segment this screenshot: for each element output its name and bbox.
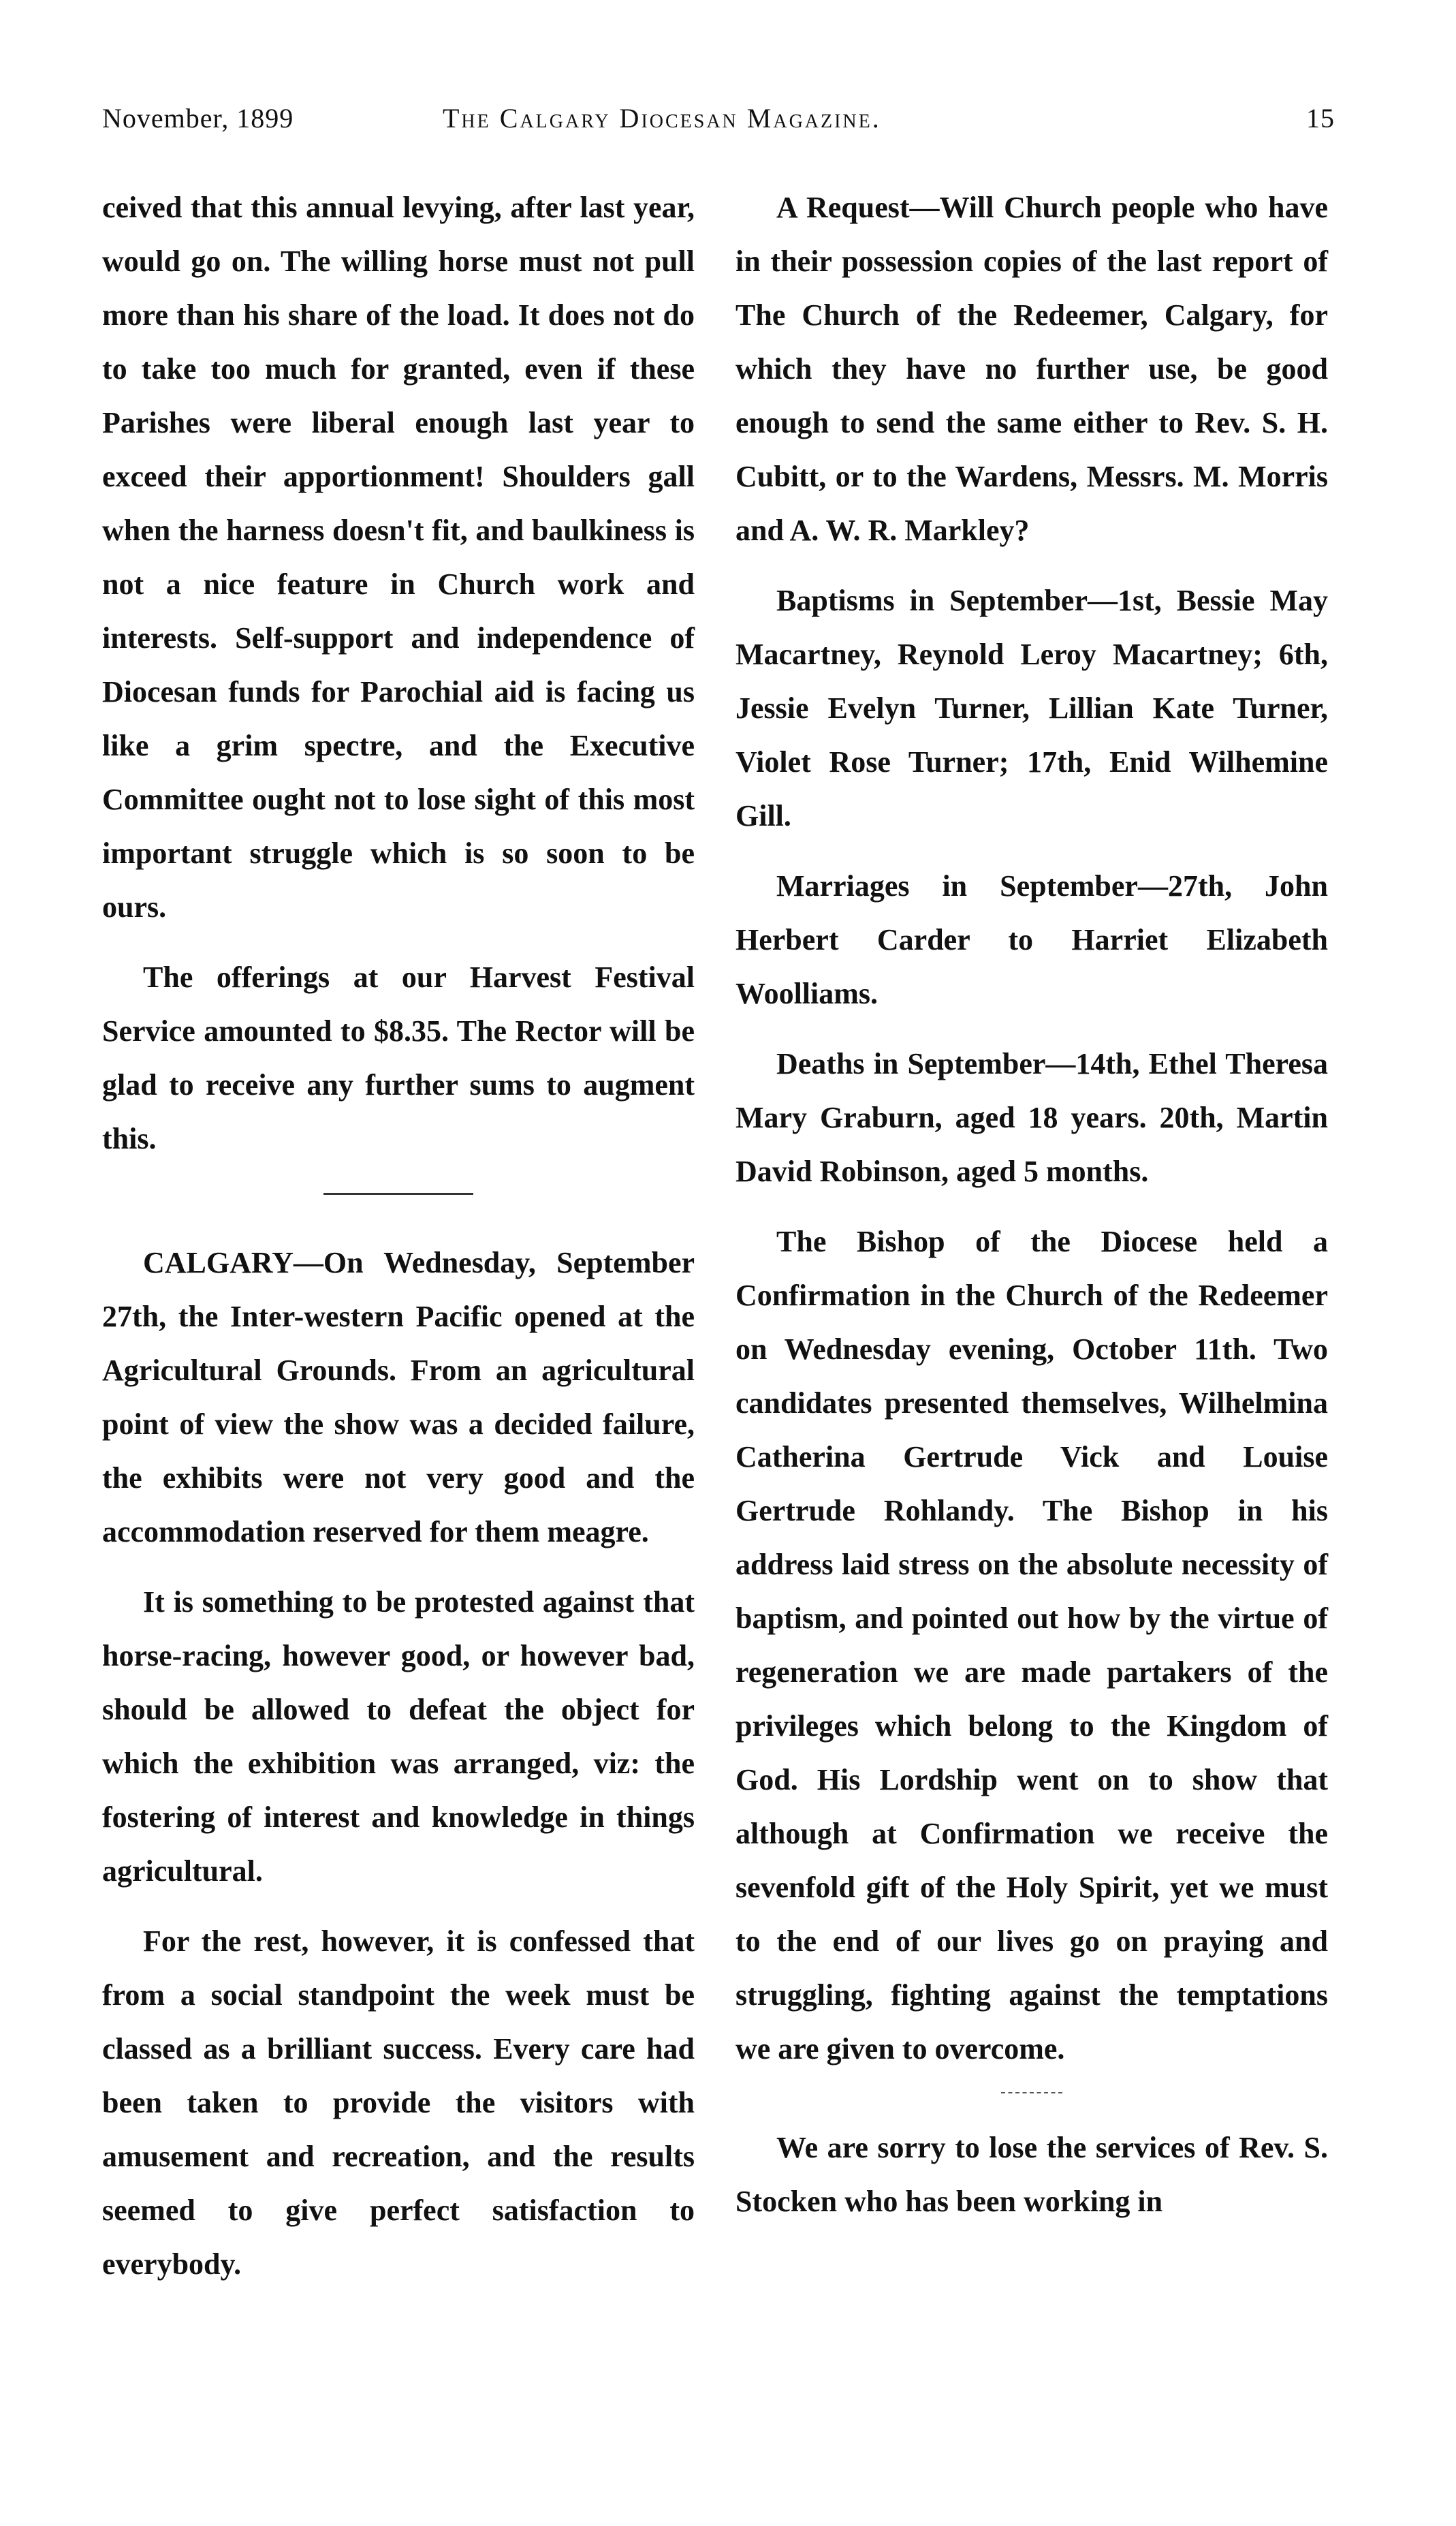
request-paragraph: A Request—Will Church people who have in their possession copies of the last report of The Church of the Redeemer, Calgary, for which they have no further use, be good enough to send the same either to Rev. S. H. Cubitt, or to the Wardens, Messrs. M. Morris and A. W. R. Markley? [735,191,1328,547]
stocken-paragraph: We are sorry to lose the services of Rev. S. Stocken who has been working in [735,2131,1328,2218]
page-header [102,102,1335,143]
baptisms-paragraph: Baptisms in September—1st, Bessie May Macartney, Reynold Leroy Macartney; 6th, Jessie Evelyn Turner, Lillian Kate Turner, Violet Rose Turner; 17th, Enid Wilhemine Gill. [735,584,1328,832]
section-divider [323,1193,473,1195]
continued-paragraph: ceived that this annual levying, after last year, would go on. The willing horse must not pull more than his share of the load. It does not do to take too much for granted, even if these Parishes were liberal enough last year to exceed their apportionment! Shoulders gall when the harness doesn't fit, and baulkiness is not a nice feature in Church work and interests. Self-support and independence of Diocesan funds for Parochial aid is facing us like a grim spectre, and the Executive Committee ought not to lose sight of this most important struggle which is so soon to be ours. [102,191,695,924]
section-divider-small [1001,2092,1062,2093]
right-column [735,181,1328,2245]
magazine-title: The Calgary Diocesan Magazine. [443,103,881,134]
confirmation-paragraph: The Bishop of the Diocese held a Confirmation in the Church of the Redeemer on Wednesday evening, October 11th. Two candidates presented themselves, Wilhelmina Catherina Gertrude Vick and Louise Gertrude Rohlandy. The Bishop in his address laid stress on the absolute necessity of baptism, and pointed out how by the virtue of regeneration we are made partakers of the privileges which belong to the Kingdom of God. His Lordship went on to show that although at Confirmation we receive the sevenfold gift of the Holy Spirit, yet we must to the end of our lives go on praying and struggling, fighting against the temptations we are given to overcome. [735,1225,1328,2065]
deaths-paragraph: Deaths in September—14th, Ethel Theresa Mary Graburn, aged 18 years. 20th, Martin David Robinson, aged 5 months. [735,1047,1328,1188]
horse-racing-paragraph: It is something to be protested against that horse-racing, however good, or however bad, should be allowed to defeat the object for which the exhibition was arranged, viz: the fostering of interest and knowledge in things agricultural. [102,1585,695,1888]
issue-date: November, 1899 [102,103,294,134]
harvest-festival-paragraph: The offerings at our Harvest Festival Service amounted to $8.35. The Rector will be glad to receive any further sums to augment this. [102,961,695,1155]
marriages-paragraph: Marriages in September—27th, John Herbert Carder to Harriet Elizabeth Woolliams. [735,869,1328,1010]
social-success-paragraph: For the rest, however, it is confessed that from a social standpoint the week must be classed as a brilliant success. Every care had been taken to provide the visitors with amusement and recreation, and the results seemed to give perfect satisfaction to everybody. [102,1924,695,2281]
calgary-exhibition-paragraph: CALGARY—On Wednesday, September 27th, the Inter-western Pacific opened at the Agricultural Grounds. From an agricultural point of view the show was a decided failure, the exhibits were not very good and the accommodation reserved for them meagre. [102,1246,695,1548]
left-column [102,181,695,2307]
page-number: 15 [1306,103,1335,134]
